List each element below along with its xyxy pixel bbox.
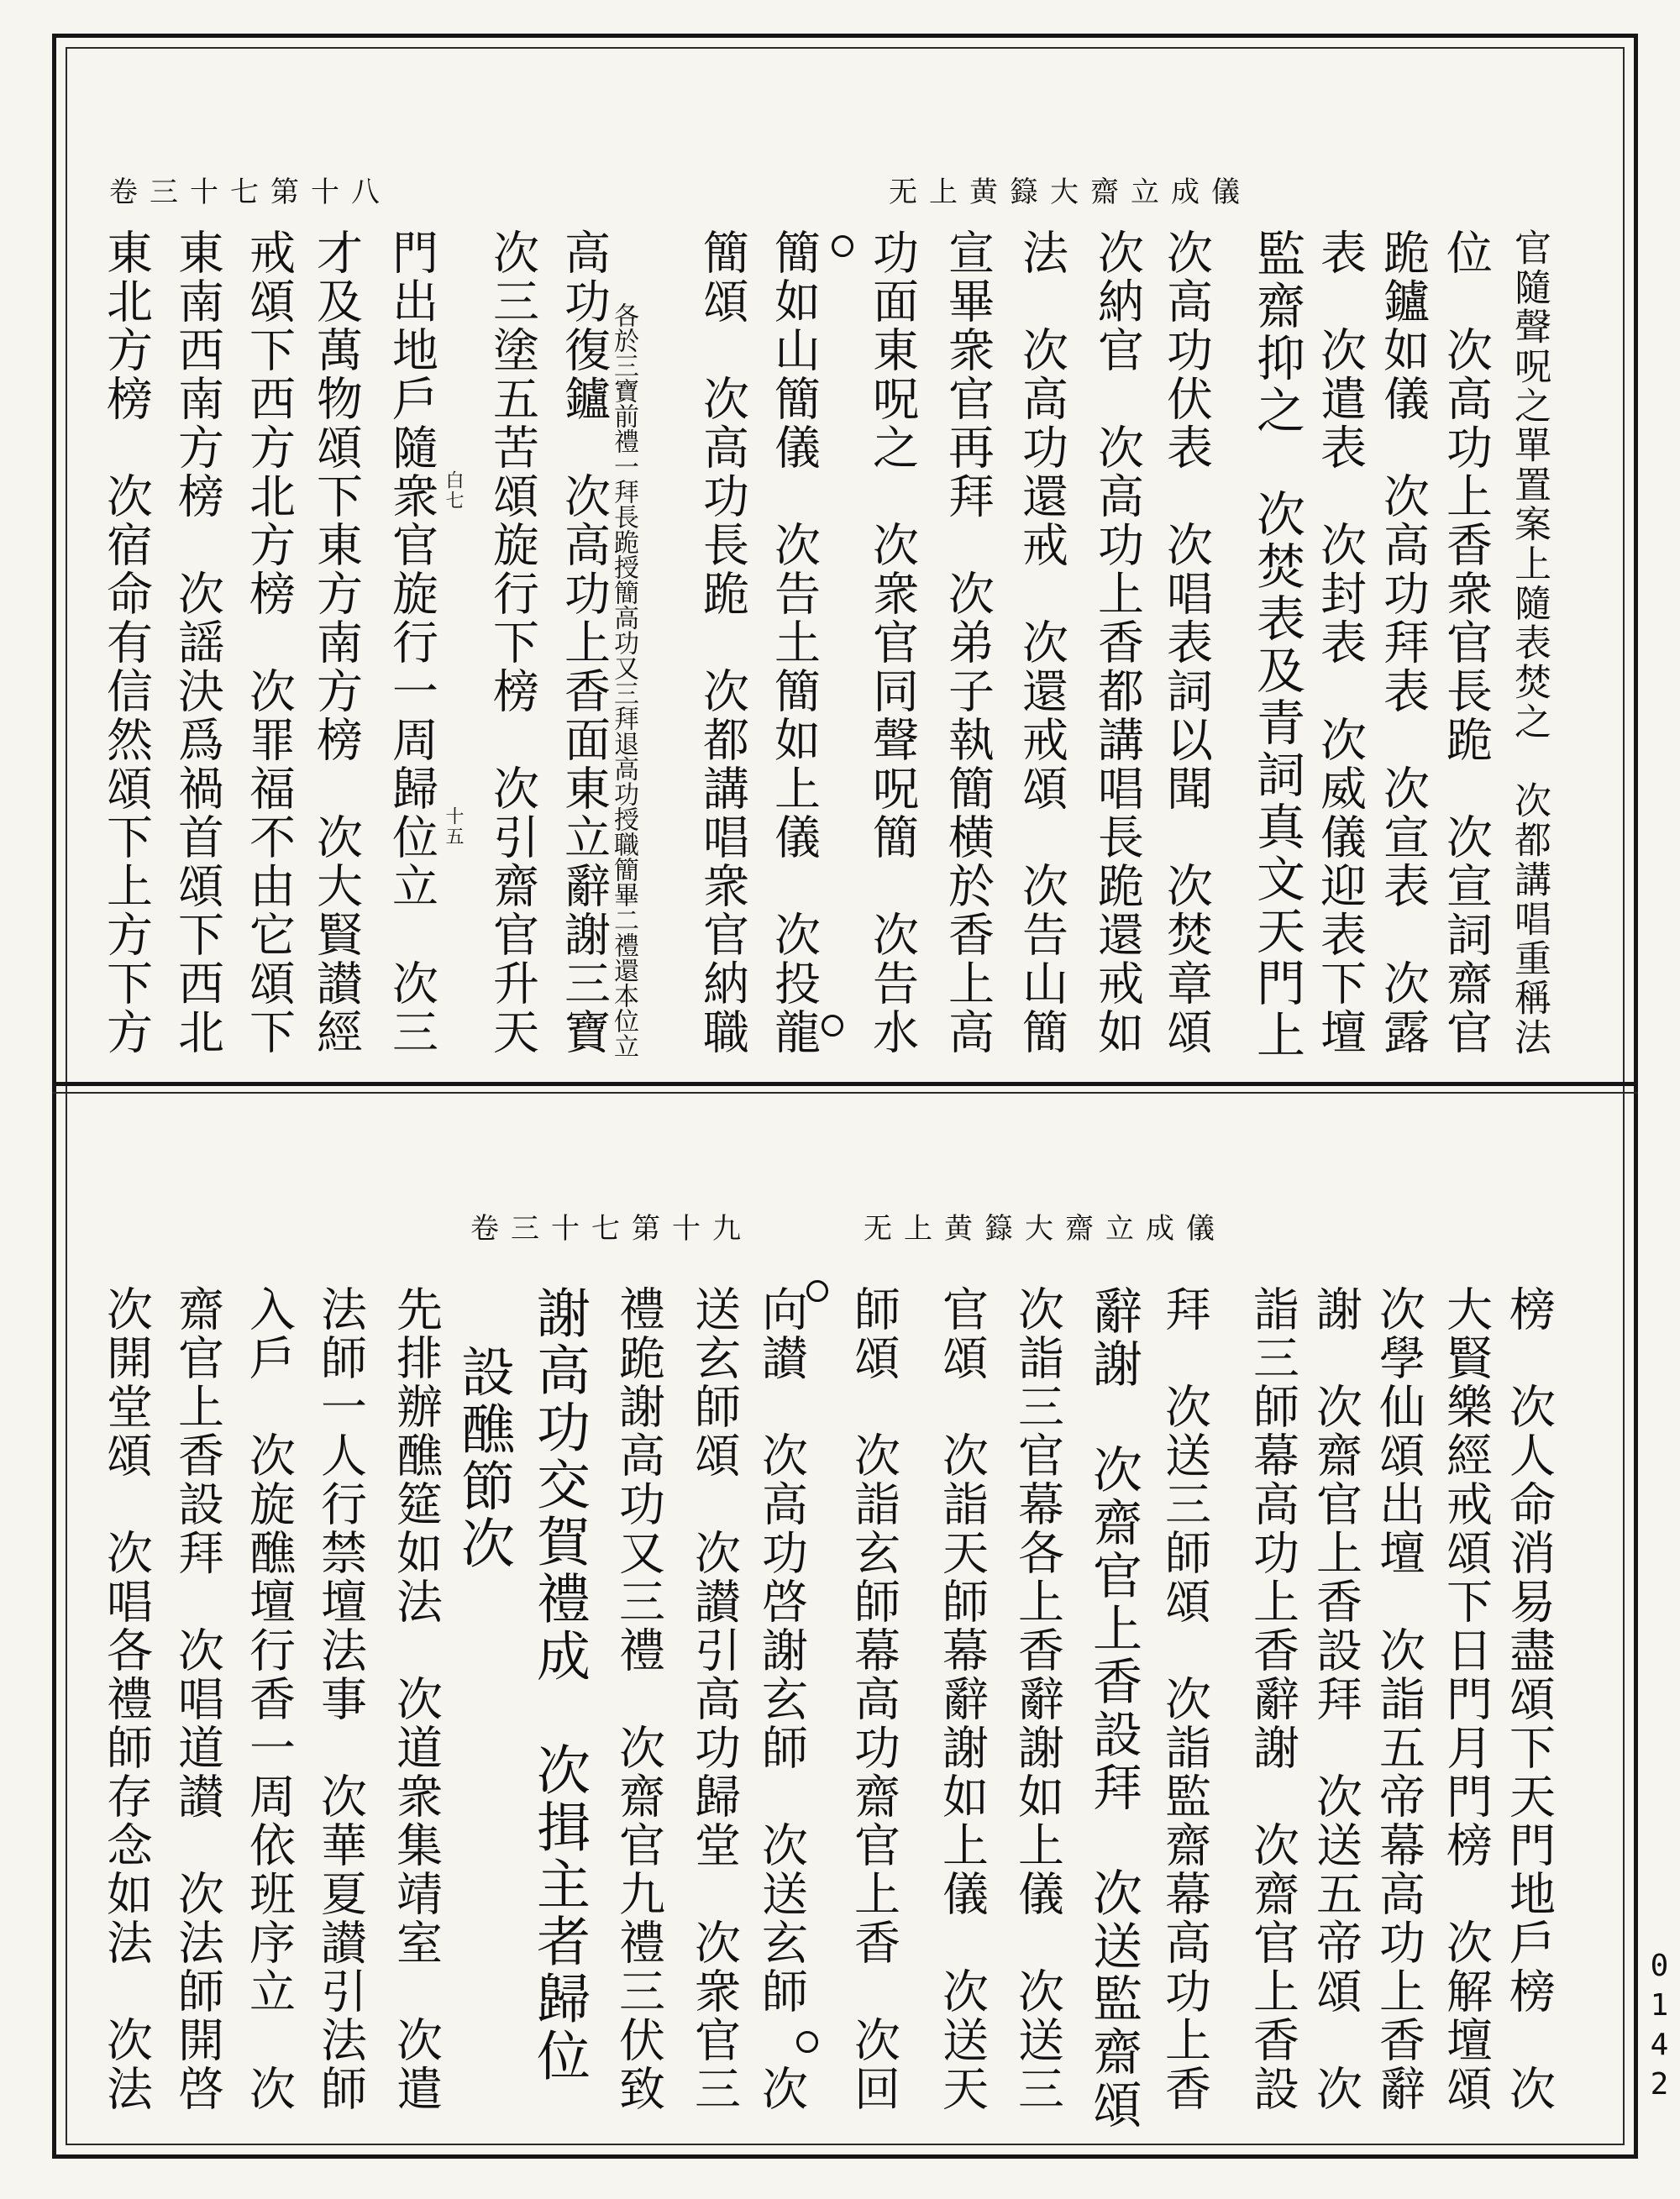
bottom-column-5: 詣三師幕高功上香辭謝 次齋官上香設 [1246,1285,1299,2113]
bottom-column-11: 向讃 次高功啓謝玄師 次送玄師 次 [754,1285,808,2113]
top-margin-note-2: 十五 [443,806,464,847]
top-column-17: 戒頌下西方北方榜 次罪福不由它頌下 [242,228,296,1057]
top-running-head-title: 无上黄籙大齋立成儀 [889,175,1252,209]
bottom-column-1: 榜 次人命消易盡頌下天門地戶榜 次 [1502,1285,1556,2113]
bottom-column-14: 謝高功交賀禮成 次揖主者歸位 [528,1285,590,2085]
bottom-column-19: 齋官上香設拜 次唱道讃 次法師開啓 [171,1285,224,2113]
top-column-14: 次三塗五苦頌旋行下榜 次引齋官升天 [486,228,539,1057]
bottom-column-6: 拜 次送三師頌 次詣監齋幕高功上香 [1158,1285,1211,2113]
top-column-13: 高功復鑪 次高功上香面東立辭謝三寶 [557,228,611,1057]
bottom-column-17: 法師一人行禁壇法事 次華夏讃引法師 [313,1285,367,2113]
top-column-12: 簡頌 次高功長跪 次都講唱衆官納職 [696,228,749,1057]
top-circle-mark-1 [832,235,853,257]
bottom-column-8: 次詣三官幕各上香辭謝如上儀 次送三 [1011,1285,1064,2113]
top-column-16: 才及萬物頌下東方南方榜 次大賢讃經 [309,228,363,1057]
bottom-column-3: 次學仙頌出壇 次詣五帝幕高功上香辭 [1372,1285,1425,2113]
top-column-4: 表 次遣表 次封表 次威儀迎表下壇 [1313,228,1367,1057]
top-column-10: 功面東呪之 次衆官同聲呪簡 次告水 [865,228,919,1057]
bottom-section-heading: 設醮節次 [452,1344,514,1572]
page-number: 0142 [1642,1949,1677,2107]
panel-divider-inner [52,1092,1638,1094]
bottom-column-12: 送玄師頌 次讃引高功歸堂 次衆官三 [687,1285,741,2113]
top-column-7: 次納官 次高功上香都講唱長跪還戒如 [1090,228,1144,1057]
bottom-column-20: 次開堂頌 次唱各禮師存念如法 次法 [99,1285,153,2113]
top-column-6: 次高功伏表 次唱表詞以聞 次焚章頌 [1159,228,1213,1057]
bottom-column-13: 禮跪謝高功又三禮 次齋官九禮三伏致 [612,1285,665,2113]
top-column-1: 官隨聲呪之單置案上隨表焚之 次都講唱重稱法 [1508,228,1551,1058]
top-column-15: 門出地戶隨衆官旋行一周歸位立 次三 [385,228,438,1057]
bottom-column-4: 謝 次齋官上香設拜 次送五帝頌 次 [1309,1285,1362,2113]
bottom-running-head [470,1204,1226,1246]
top-small-note: 各於三寶前禮一拜長跪授簡高功又三拜退高功授職簡畢二禮還本位立 [609,302,638,1058]
top-column-5: 監齋抑之 次焚表及青詞真文天門上 [1248,228,1305,1062]
bottom-column-2: 大賢樂經戒頌下日門月門榜 次解壇頌 [1439,1285,1493,2113]
top-column-11: 簡如山簡儀 次告土簡如上儀 次投龍 [767,228,821,1057]
bottom-column-10: 師頌 次詣玄師幕高功齋官上香 次回 [847,1285,900,2113]
panel-divider [52,1082,1638,1086]
bottom-running-head-title: 无上黄籙大齋立成儀 [864,1211,1226,1246]
top-running-head-chapter: 卷三十七第十八 [109,175,391,209]
bottom-column-9: 官頌 次詣天師幕辭謝如上儀 次送天 [935,1285,989,2113]
bottom-running-head-chapter: 卷三十七第十九 [470,1211,753,1246]
top-column-8: 法 次高功還戒 次還戒頌 次告山簡 [1015,228,1068,1057]
top-column-3: 跪鑪如儀 次高功拜表 次宣表 次露 [1376,228,1430,1057]
top-column-18: 東南西南方榜 次謡決爲禍首頌下西北 [171,228,224,1057]
top-column-9: 宣畢衆官再拜 次弟子執簡横於香上高 [941,228,995,1057]
top-running-head [109,168,1252,210]
top-column-2: 位 次高功上香衆官長跪 次宣詞齋官 [1439,228,1493,1057]
bottom-column-7: 辭謝 次齋官上香設拜 次送監齋頌 [1084,1285,1142,2132]
bottom-column-16: 先排辦醮筵如法 次道衆集靖室 次遣 [389,1285,443,2113]
bottom-column-18: 入戶 次旋醮壇行香一周依班序立 次 [242,1285,296,2113]
top-column-19: 東北方榜 次宿命有信然頌下上方下方 [99,228,153,1057]
top-margin-note-1: 白七 [443,470,464,511]
